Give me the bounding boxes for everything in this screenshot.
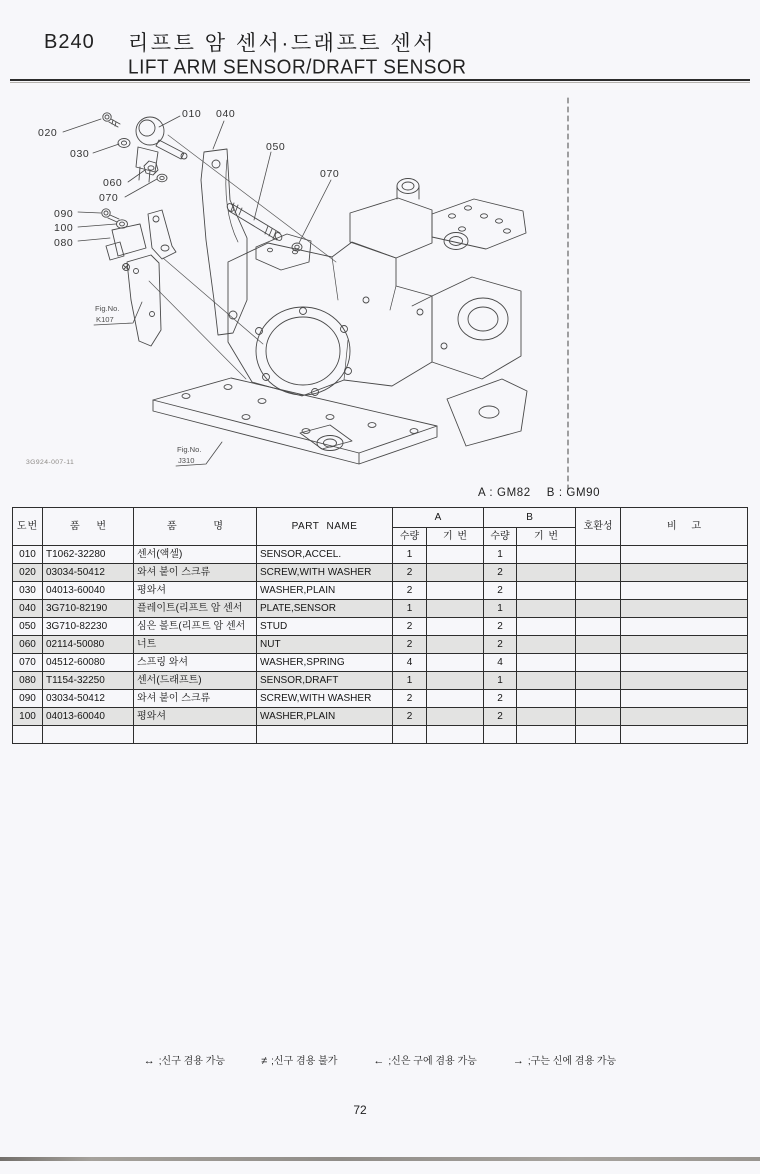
not-equal-icon: ≠	[261, 1055, 268, 1067]
parts-diagram	[0, 0, 760, 500]
serial-b-cell	[517, 708, 576, 726]
part-name-cell: SENSOR,DRAFT	[257, 672, 393, 690]
serial-b-cell	[517, 546, 576, 564]
legend-item	[261, 1052, 337, 1067]
fig-ref-j310-label: Fig.No.	[177, 445, 202, 454]
legend-text: ;신구 겸용 가능	[158, 1056, 226, 1067]
name-ko-cell: 플레이트(리프트 암 센서	[134, 600, 257, 618]
compat-cell	[576, 582, 621, 600]
fig-ref-labels	[26, 304, 201, 466]
serial-a-cell	[427, 618, 484, 636]
serial-a-cell	[427, 582, 484, 600]
serial-a-cell	[427, 600, 484, 618]
legend-item	[373, 1052, 476, 1067]
compat-cell	[576, 672, 621, 690]
remarks-cell	[621, 582, 748, 600]
name-ko-cell: 심은 볼트(리프트 암 센서	[134, 618, 257, 636]
table-header-row-1	[13, 508, 748, 528]
part-name-cell: WASHER,PLAIN	[257, 582, 393, 600]
model-note	[478, 487, 616, 499]
leader-lines-long	[149, 135, 336, 379]
remarks-cell	[621, 618, 748, 636]
qty-b-cell: 2	[484, 636, 517, 654]
part-name-cell: WASHER,SPRING	[257, 654, 393, 672]
serial-a-cell	[427, 636, 484, 654]
part-no-cell: 03034-50412	[43, 690, 134, 708]
part-no-cell: 04512-60080	[43, 654, 134, 672]
serial-b-cell	[517, 636, 576, 654]
part-name-cell: WASHER,PLAIN	[257, 708, 393, 726]
drawing-code: 3G924-007-11	[26, 459, 75, 466]
callout-030: 030	[70, 148, 90, 160]
qty-a-cell: 2	[393, 582, 427, 600]
part-name-cell: STUD	[257, 618, 393, 636]
compat-cell	[576, 708, 621, 726]
col-header-ref: 도번	[13, 508, 43, 546]
compat-cell	[576, 690, 621, 708]
compat-cell	[576, 636, 621, 654]
qty-a-cell: 1	[393, 546, 427, 564]
qty-b-cell: 4	[484, 654, 517, 672]
part-name-cell: SENSOR,ACCEL.	[257, 546, 393, 564]
part-no-cell: T1062-32280	[43, 546, 134, 564]
remarks-cell	[621, 690, 748, 708]
legend-item	[513, 1052, 616, 1067]
ref-no-cell: 050	[13, 618, 43, 636]
part-name-cell: SCREW,WITH WASHER	[257, 564, 393, 582]
both-arrow-icon: ↔	[143, 1055, 155, 1067]
serial-a-cell	[427, 546, 484, 564]
qty-a-cell: 1	[393, 672, 427, 690]
bracket-k107-drawing	[123, 255, 162, 346]
compat-cell	[576, 600, 621, 618]
callout-060: 060	[103, 177, 123, 189]
legend-text: ;신은 구에 겸용 가능	[388, 1056, 477, 1067]
col-header-group-a: A	[393, 508, 484, 528]
name-ko-cell: 센서(액셀)	[134, 546, 257, 564]
ref-no-cell: 030	[13, 582, 43, 600]
table-row	[13, 690, 748, 708]
serial-b-cell	[517, 564, 576, 582]
qty-a-cell: 4	[393, 654, 427, 672]
qty-b-cell: 2	[484, 582, 517, 600]
ref-no-cell: 010	[13, 546, 43, 564]
col-header-group-b: B	[484, 508, 576, 528]
serial-b-cell	[517, 672, 576, 690]
callout-020: 020	[38, 127, 58, 139]
remarks-cell	[621, 672, 748, 690]
table-row	[13, 546, 748, 564]
table-row	[13, 636, 748, 654]
page-title-english: LIFT ARM SENSOR/DRAFT SENSOR	[128, 56, 467, 79]
name-ko-cell: 스프링 와셔	[134, 654, 257, 672]
col-header-qty-a: 수량	[393, 528, 427, 546]
table-row	[13, 708, 748, 726]
page-title-korean: 리프트 암 센서·드래프트 센서	[128, 32, 436, 55]
callout-050: 050	[266, 141, 286, 153]
part-no-cell: 04013-60040	[43, 708, 134, 726]
col-header-name-ko: 품 명	[134, 508, 257, 546]
serial-b-cell	[517, 690, 576, 708]
ref-no-cell: 080	[13, 672, 43, 690]
fig-ref-leaders	[94, 302, 222, 466]
qty-a-cell: 2	[393, 564, 427, 582]
part-no-cell: T1154-32250	[43, 672, 134, 690]
qty-a-cell: 1	[393, 600, 427, 618]
col-header-compat: 호환성	[576, 508, 621, 546]
compatibility-legend	[0, 1052, 760, 1067]
ref-no-cell: 070	[13, 654, 43, 672]
serial-b-cell	[517, 600, 576, 618]
compat-cell	[576, 564, 621, 582]
scan-edge-artifact	[0, 1157, 760, 1161]
part-name-cell: SCREW,WITH WASHER	[257, 690, 393, 708]
left-arrow-icon: ←	[373, 1055, 385, 1067]
parts-table	[12, 507, 748, 744]
remarks-cell	[621, 564, 748, 582]
washer-070-left-drawing	[157, 174, 167, 182]
part-no-cell: 03034-50412	[43, 564, 134, 582]
part-no-cell: 3G710-82190	[43, 600, 134, 618]
stud-050-drawing	[226, 202, 283, 241]
right-arrow-icon: →	[512, 1055, 524, 1067]
callout-090: 090	[54, 208, 74, 220]
sensor-010-drawing	[136, 117, 187, 182]
table-row	[13, 582, 748, 600]
compat-cell	[576, 546, 621, 564]
name-ko-cell: 센서(드래프트)	[134, 672, 257, 690]
ref-no-cell: 040	[13, 600, 43, 618]
remarks-cell	[621, 600, 748, 618]
part-no-cell: 3G710-82230	[43, 618, 134, 636]
name-ko-cell: 평와셔	[134, 708, 257, 726]
qty-a-cell: 2	[393, 636, 427, 654]
legend-item	[144, 1052, 225, 1067]
name-ko-cell: 너트	[134, 636, 257, 654]
remarks-cell	[621, 708, 748, 726]
callout-010: 010	[182, 108, 202, 120]
qty-a-cell: 2	[393, 618, 427, 636]
callout-100: 100	[54, 222, 74, 234]
callout-040: 040	[216, 108, 236, 120]
part-no-cell: 04013-60040	[43, 582, 134, 600]
table-row	[13, 672, 748, 690]
serial-b-cell	[517, 654, 576, 672]
part-name-cell: NUT	[257, 636, 393, 654]
qty-b-cell: 2	[484, 564, 517, 582]
serial-b-cell	[517, 582, 576, 600]
qty-b-cell: 1	[484, 672, 517, 690]
fig-ref-k107-code: K107	[96, 315, 114, 324]
qty-b-cell: 2	[484, 708, 517, 726]
col-header-part-no: 품 번	[43, 508, 134, 546]
compat-cell	[576, 654, 621, 672]
table-row	[13, 618, 748, 636]
qty-b-cell: 1	[484, 600, 517, 618]
name-ko-cell: 평와셔	[134, 582, 257, 600]
callout-080: 080	[54, 237, 74, 249]
col-header-serial-a: 기 번	[427, 528, 484, 546]
qty-a-cell: 2	[393, 708, 427, 726]
legend-text: ;신구 겸용 불가	[271, 1056, 338, 1067]
screw-020-drawing	[103, 113, 120, 127]
part-name-cell: PLATE,SENSOR	[257, 600, 393, 618]
table-filler-row	[13, 726, 748, 744]
hydraulic-housing-drawing	[228, 179, 527, 447]
callout-070-left: 070	[99, 192, 119, 204]
serial-a-cell	[427, 672, 484, 690]
serial-a-cell	[427, 564, 484, 582]
parts-table-body	[13, 546, 748, 726]
compat-cell	[576, 618, 621, 636]
qty-a-cell: 2	[393, 690, 427, 708]
screw-090-drawing	[102, 209, 119, 222]
section-code: B240	[44, 31, 95, 53]
col-header-serial-b: 기 번	[517, 528, 576, 546]
remarks-cell	[621, 636, 748, 654]
qty-b-cell: 2	[484, 690, 517, 708]
qty-b-cell: 2	[484, 618, 517, 636]
fig-ref-k107-label: Fig.No.	[95, 304, 120, 313]
qty-b-cell: 1	[484, 546, 517, 564]
part-no-cell: 02114-50080	[43, 636, 134, 654]
legend-text: ;구는 신에 겸용 가능	[527, 1056, 617, 1067]
washer-030-drawing	[118, 139, 130, 148]
remarks-cell	[621, 654, 748, 672]
ref-no-cell: 060	[13, 636, 43, 654]
table-row	[13, 600, 748, 618]
page-number: 72	[353, 1103, 367, 1117]
ref-no-cell: 090	[13, 690, 43, 708]
table-row	[13, 654, 748, 672]
callout-labels	[38, 108, 339, 249]
model-note-a: A : GM82	[478, 487, 531, 499]
ref-no-cell: 020	[13, 564, 43, 582]
serial-b-cell	[517, 618, 576, 636]
ref-no-cell: 100	[13, 708, 43, 726]
col-header-qty-b: 수량	[484, 528, 517, 546]
col-header-remarks: 비 고	[621, 508, 748, 546]
name-ko-cell: 와셔 붙이 스크류	[134, 690, 257, 708]
serial-a-cell	[427, 654, 484, 672]
callout-070-right: 070	[320, 168, 340, 180]
name-ko-cell: 와셔 붙이 스크류	[134, 564, 257, 582]
remarks-cell	[621, 546, 748, 564]
serial-a-cell	[427, 690, 484, 708]
table-row	[13, 564, 748, 582]
fig-ref-j310-code: J310	[178, 456, 195, 465]
serial-a-cell	[427, 708, 484, 726]
model-note-b: B : GM90	[546, 487, 601, 499]
col-header-part-name: PART NAME	[257, 508, 393, 546]
